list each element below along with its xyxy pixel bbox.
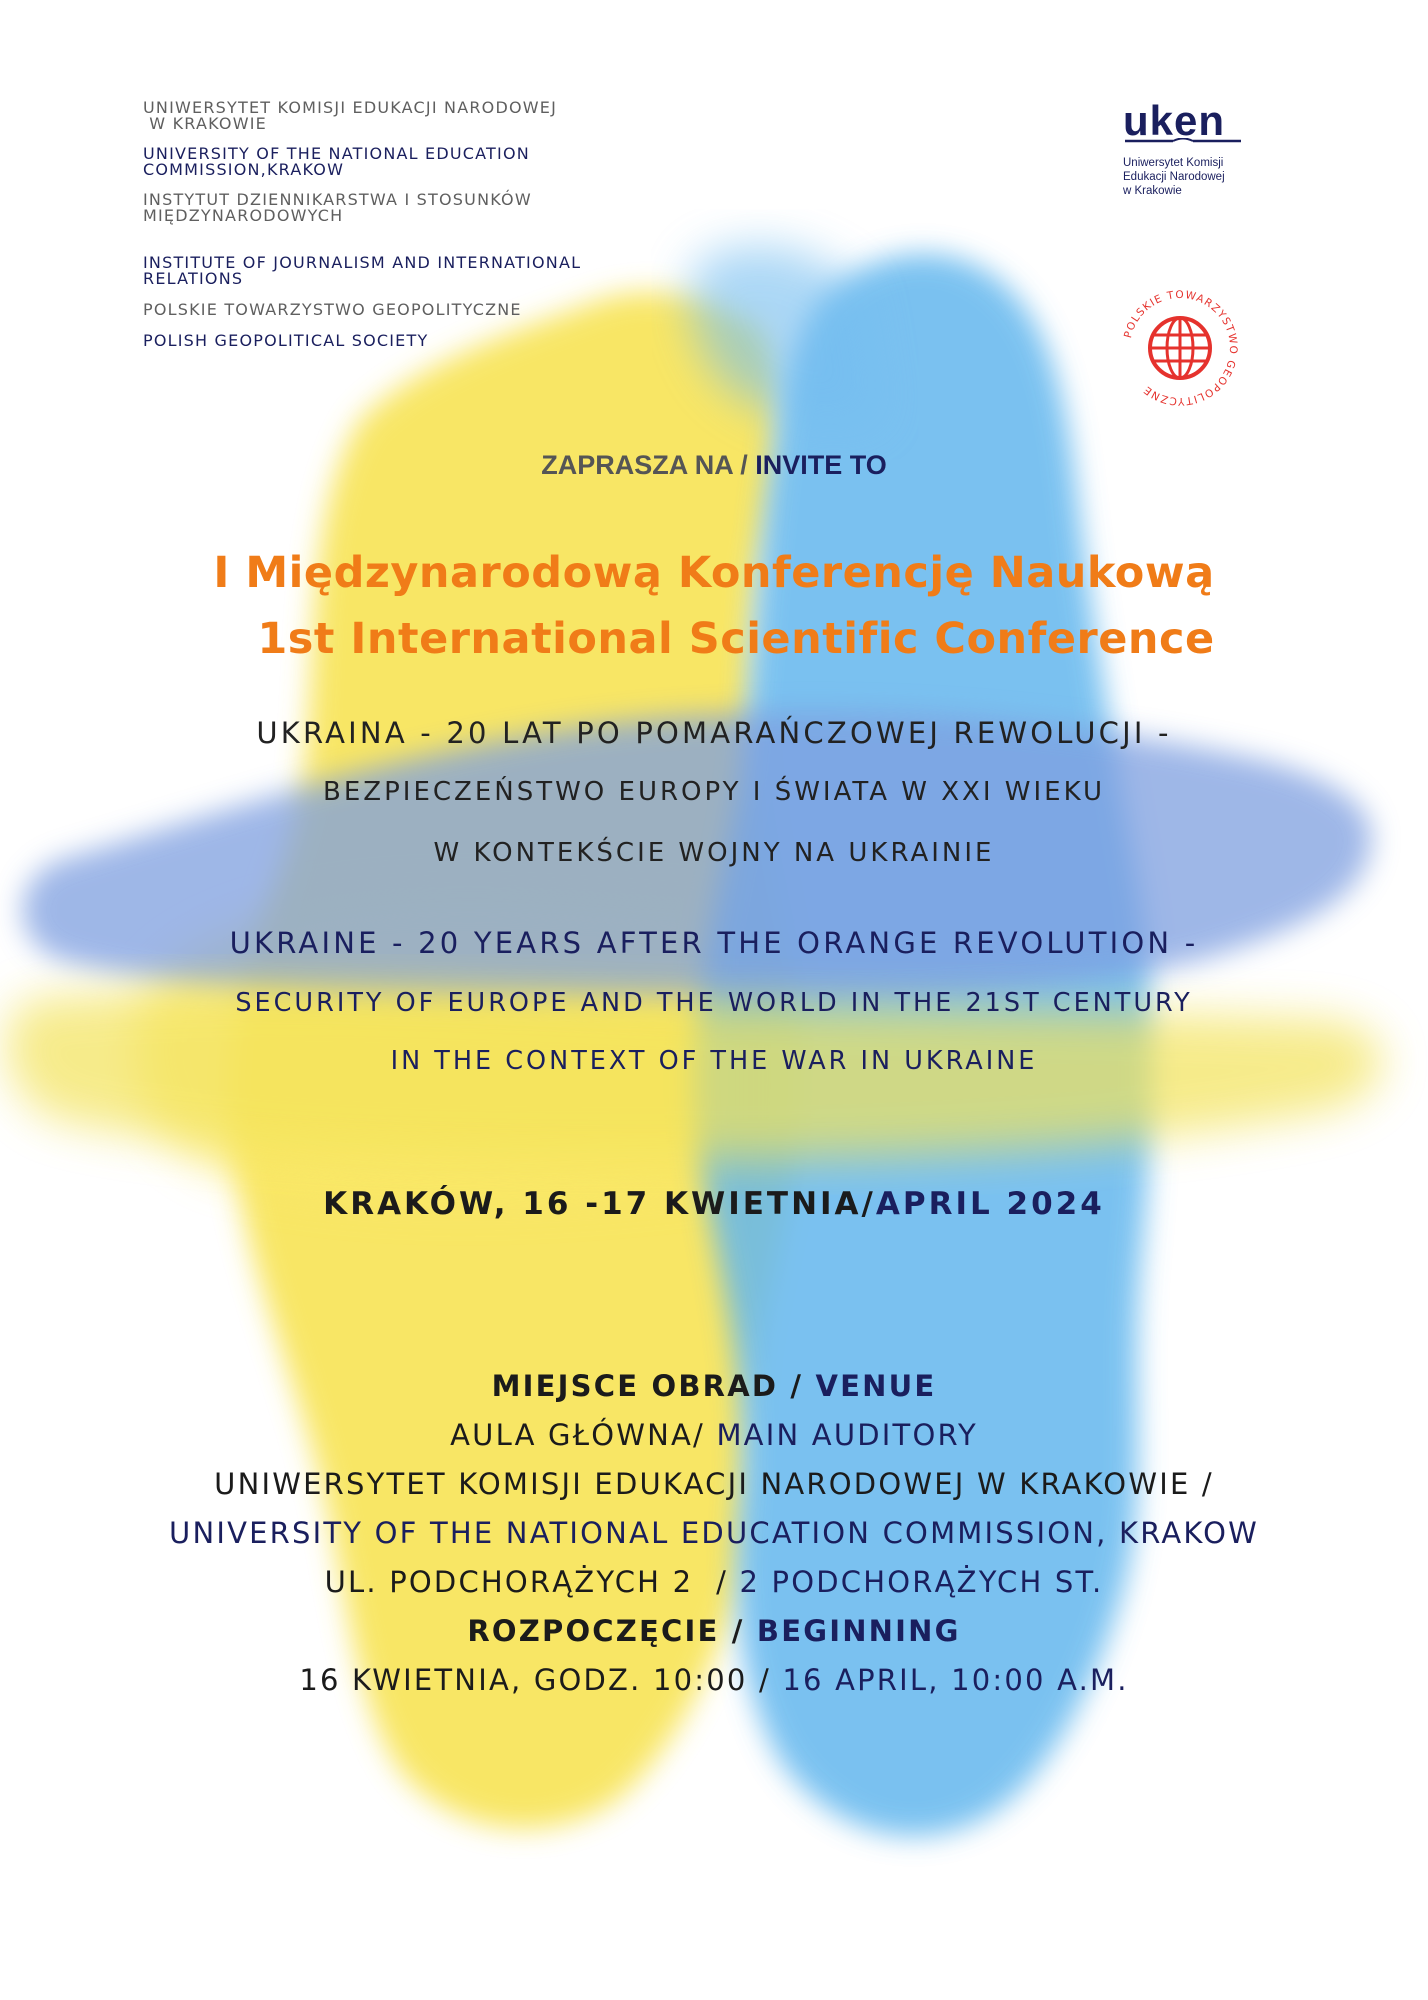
ptg-ring-text: POLSKIE TOWARZYSTWO GEOPOLITYCZNE xyxy=(1122,288,1240,408)
start-heading xyxy=(0,1607,1428,1656)
subtitle-pl-line: BEZPIECZEŃSTWO EUROPY I ŚWIATA W XXI WIEKU xyxy=(323,777,1105,807)
header-line: INSTITUTE OF JOURNALISM AND INTERNATIONAL xyxy=(143,253,582,272)
subtitle-en-line: IN THE CONTEXT OF THE WAR IN UKRAINE xyxy=(390,1046,1038,1076)
venue-block xyxy=(0,1362,1428,1705)
start-heading-pl: ROZPOCZĘCIE / xyxy=(467,1614,757,1648)
subtitle-en-line: SECURITY OF EUROPE AND THE WORLD IN THE 21ST CENTURY xyxy=(235,988,1193,1018)
header-line: MIĘDZYNARODOWYCH xyxy=(143,206,344,225)
venue-heading-en: VENUE xyxy=(815,1369,937,1403)
venue-university-pl: UNIWERSYTET KOMISJI EDUKACJI NARODOWEJ W KRAKOWIE / xyxy=(214,1467,1214,1501)
header-line: INSTYTUT DZIENNIKARSTWA I STOSUNKÓW xyxy=(143,190,532,209)
start-time-pl: 16 KWIETNIA, GODZ. 10:00 / xyxy=(299,1663,783,1697)
header-line: W KRAKOWIE xyxy=(143,114,267,133)
invite-pl: ZAPRASZA NA xyxy=(541,450,733,480)
uken-subtitle-line: Edukacji Narodowej xyxy=(1123,171,1225,183)
globe-icon xyxy=(1150,318,1210,378)
header-line: RELATIONS xyxy=(143,269,244,288)
header-affiliations xyxy=(143,100,663,349)
ptg-seal-logo xyxy=(1110,278,1250,418)
subtitle-pl-line: W KONTEKŚCIE WOJNY NA UKRAINIE xyxy=(433,838,995,868)
venue-address-pl: UL. PODCHORĄŻYCH 2 / xyxy=(324,1565,740,1599)
venue-heading-pl: MIEJSCE OBRAD / xyxy=(491,1369,816,1403)
venue-hall-en: MAIN AUDITORY xyxy=(716,1418,978,1452)
uken-logo xyxy=(1123,97,1263,198)
start-heading-en: BEGINNING xyxy=(756,1614,961,1648)
venue-hall xyxy=(0,1411,1428,1460)
subtitle-pl-line: UKRAINA - 20 LAT PO POMARAŃCZOWEJ REWOLUCJI - xyxy=(256,716,1172,750)
header-line: POLSKIE TOWARZYSTWO GEOPOLITYCZNE xyxy=(143,300,522,319)
header-line: UNIVERSITY OF THE NATIONAL EDUCATION xyxy=(143,144,530,163)
start-time xyxy=(0,1656,1428,1705)
venue-heading xyxy=(0,1362,1428,1411)
header-line: POLISH GEOPOLITICAL SOCIETY xyxy=(143,331,429,350)
invite-en: INVITE TO xyxy=(755,450,887,480)
venue-hall-pl: AULA GŁÓWNA/ xyxy=(450,1418,717,1452)
subtitle-en-line: UKRAINE - 20 YEARS AFTER THE ORANGE REVOLUTION - xyxy=(229,926,1199,960)
header-line: UNIWERSYTET KOMISJI EDUKACJI NARODOWEJ xyxy=(143,98,558,117)
header-line: COMMISSION,KRAKOW xyxy=(143,160,345,179)
event-date xyxy=(0,1186,1428,1222)
venue-address-en: 2 PODCHORĄŻYCH ST. xyxy=(739,1565,1104,1599)
uken-wordmark: uken xyxy=(1123,97,1226,144)
date-pl: KRAKÓW, 16 -17 KWIETNIA/ xyxy=(323,1186,876,1222)
uken-subtitle-line: Uniwersytet Komisji xyxy=(1123,157,1224,169)
date-en: APRIL 2024 xyxy=(875,1186,1105,1222)
conference-title-pl: I Międzynarodową Konferencję Naukową xyxy=(213,548,1215,598)
venue-university-en: UNIVERSITY OF THE NATIONAL EDUCATION COMMISSION, KRAKOW xyxy=(169,1516,1259,1550)
uken-subtitle xyxy=(1123,156,1263,198)
venue-address xyxy=(0,1558,1428,1607)
conference-title-en: 1st International Scientific Conference xyxy=(257,614,1215,664)
start-time-en: 16 APRIL, 10:00 A.M. xyxy=(782,1663,1129,1697)
invite-separator: / xyxy=(732,450,756,480)
uken-subtitle-line: w Krakowie xyxy=(1123,185,1182,197)
invite-line xyxy=(0,450,1428,481)
